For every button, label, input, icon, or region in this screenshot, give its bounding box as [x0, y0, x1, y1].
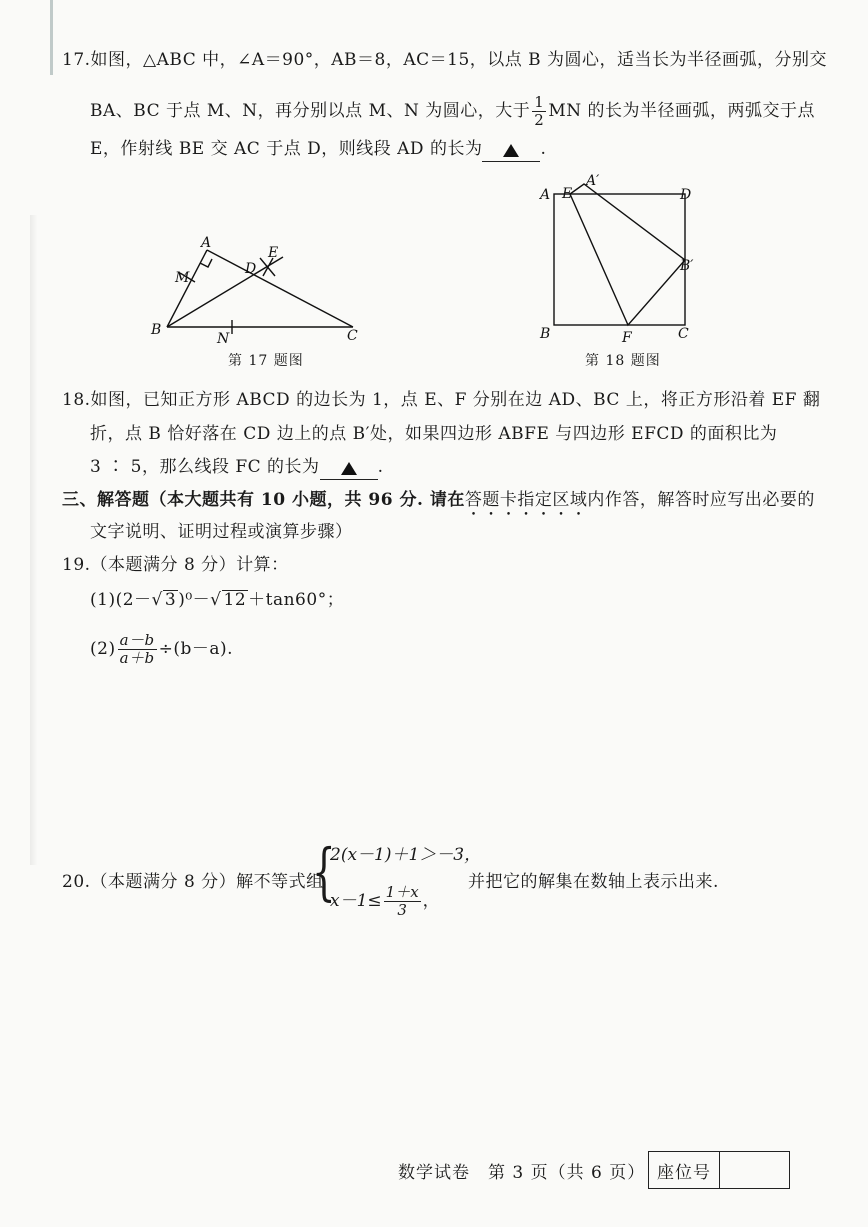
figure-17-caption: 第 17 题图 [228, 353, 304, 369]
seat-number-box [648, 1151, 790, 1189]
figure-18 [530, 170, 710, 350]
scan-shadow [30, 215, 38, 865]
label-A-prime: A′ [586, 173, 600, 189]
brace-icon: { [312, 835, 336, 908]
q20-title: 20.（本题满分 8 分）解不等式组 [62, 872, 324, 892]
label-C: C [678, 326, 689, 342]
label-B: B [540, 326, 551, 342]
label-C: C [347, 328, 358, 344]
q18-line-1: 18.如图，已知正方形 ABCD 的边长为 1，点 E、F 分别在边 AD、BC 上，将正方形沿着 EF 翻 [62, 390, 821, 410]
q19-part-1: (1)(2－√ 3 )⁰－√ 12 ＋tan60°； [90, 590, 345, 610]
section-3-line-1: 三、解答题（本大题共有 10 小题，共 96 分. 请在答题卡指定区域内作答，解答时应写出必要的 [62, 490, 815, 510]
answer-blank-17 [482, 141, 540, 162]
q20-fraction: $\frac{1+x}{3}$ [385, 883, 419, 919]
seat-label: 座位号 [649, 1152, 720, 1188]
label-E: E [268, 245, 279, 261]
q20-after: 并把它的解集在数轴上表示出来. [468, 872, 719, 892]
inequality-2: x－1≤ $\frac{1+x}{3}$ ， [330, 883, 440, 919]
label-F: F [622, 330, 632, 346]
q19-fraction: $\frac{a-b}{a+b}$ [119, 631, 155, 667]
label-D: D [680, 187, 692, 203]
figure-17 [145, 230, 375, 350]
page-footer: 数学试卷 第 3 页（共 6 页） [398, 1163, 646, 1183]
q18-line-2: 折，点 B 恰好落在 CD 边上的点 B′处，如果四边形 ABFE 与四边形 EFCD 的面积比为 [90, 424, 778, 444]
label-B: B [151, 322, 162, 338]
label-N: N [217, 331, 230, 347]
section-3-line-2: 文字说明、证明过程或演算步骤） [90, 522, 353, 542]
q19-part-2: (2) $\frac{a-b}{a+b}$ ÷(b－a). [90, 631, 234, 667]
triangle-marker-icon [341, 462, 357, 475]
label-D: D [245, 261, 257, 277]
triangle-marker-icon [503, 144, 519, 157]
label-B-prime: B′ [680, 258, 694, 274]
figure-18-caption: 第 18 题图 [585, 353, 661, 369]
q19-title: 19.（本题满分 8 分）计算： [62, 555, 289, 575]
label-A: A [201, 235, 212, 251]
q17-line-2: BA、BC 于点 M、N，再分别以点 M、N 为圆心，大于 $\frac{1}{2}$ MN 的长为半径画弧，两弧交于点 [90, 93, 815, 129]
label-M: M [175, 270, 190, 286]
inequality-1: 2(x－1)＋1＞－3， [330, 845, 482, 865]
half-fraction: $\frac{1}{2}$ [534, 93, 545, 129]
q17-line-1: 17.如图，△ABC 中，∠A＝90°，AB＝8，AC＝15，以点 B 为圆心，适当长为半径画弧，分别交 [62, 50, 828, 70]
label-A: A [540, 187, 551, 203]
margin-line [50, 0, 53, 75]
answer-blank-18 [320, 459, 378, 480]
q18-line-3: 3 ∶ 5，那么线段 FC 的长为 . [90, 455, 383, 480]
label-E: E [562, 186, 573, 202]
seat-input-area [720, 1152, 789, 1188]
q17-line-3: E，作射线 BE 交 AC 于点 D，则线段 AD 的长为 . [90, 137, 546, 162]
